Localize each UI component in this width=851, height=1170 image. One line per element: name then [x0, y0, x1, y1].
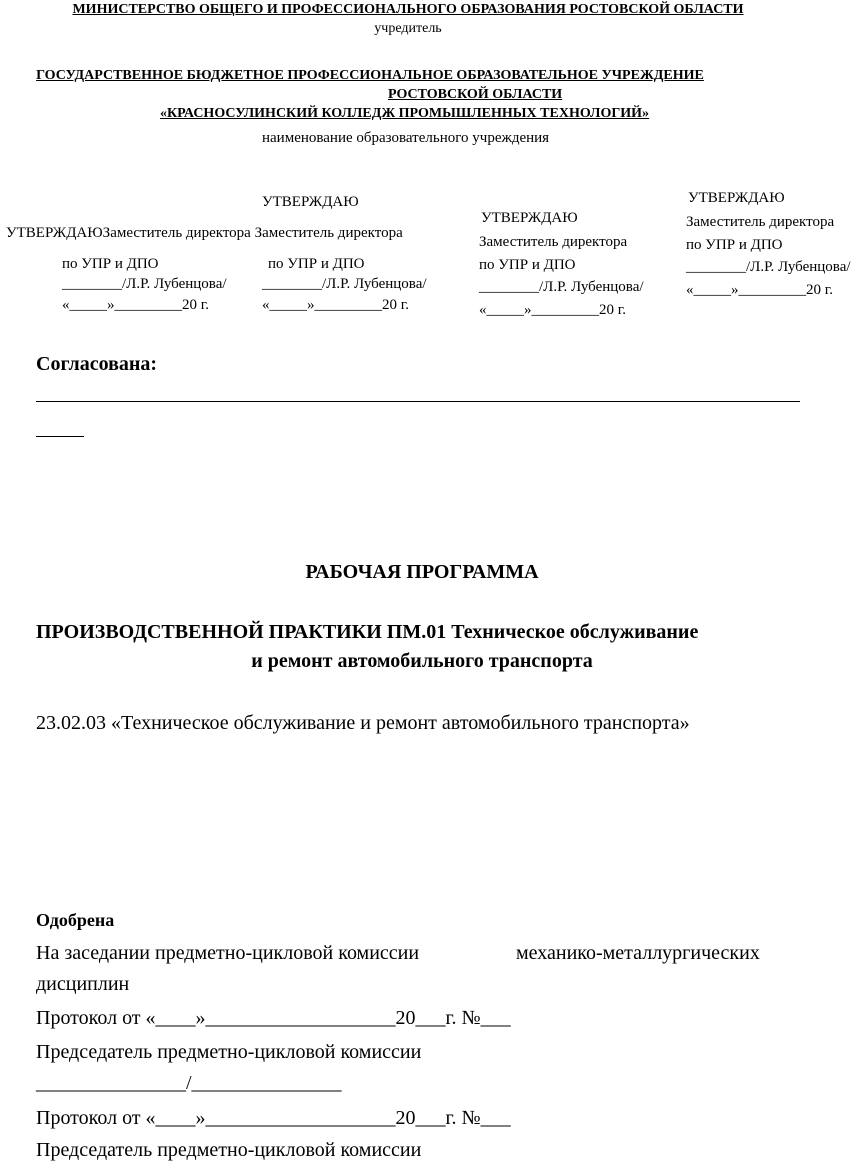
- institution-line-2: РОСТОВСКОЙ ОБЛАСТИ: [388, 87, 563, 102]
- approve-role-3: Заместитель директора: [686, 214, 835, 230]
- approve-date-2: «_____»_________20 г.: [479, 302, 626, 318]
- signature-line: _______________/_______________: [36, 1072, 342, 1094]
- institution-line-1: ГОСУДАРСТВЕННОЕ БЮДЖЕТНОЕ ПРОФЕССИОНАЛЬНОЕ ОБРАЗОВАТЕЛЬНОЕ УЧРЕЖДЕНИЕ: [36, 68, 704, 83]
- approve-dept-3: по УПР и ДПО: [686, 237, 783, 253]
- approve-dept-1b: по УПР и ДПО: [268, 256, 365, 272]
- endorsed-line-1-left: На заседании предметно-цикловой комиссии: [36, 942, 420, 964]
- approve-line-1: УТВЕРЖДАЮЗаместитель директора Заместитель директора: [6, 225, 403, 241]
- approve-title-1: УТВЕРЖДАЮ: [262, 194, 359, 210]
- chair-line-1: Председатель предметно-цикловой комиссии: [36, 1041, 422, 1063]
- approve-date-3: «_____»_________20 г.: [686, 282, 833, 298]
- agreed-label: Согласована:: [36, 353, 158, 375]
- approve-dept-1a: по УПР и ДПО: [62, 256, 159, 272]
- approve-title-2: УТВЕРЖДАЮ: [481, 210, 578, 226]
- protocol-line-2: Протокол от «____»___________________20___г. №___: [36, 1107, 511, 1129]
- approve-role-2: Заместитель директора: [479, 234, 628, 250]
- program-subtitle-2: и ремонт автомобильного транспорта: [251, 650, 593, 672]
- approve-dept-2: по УПР и ДПО: [479, 257, 576, 273]
- program-specialty: 23.02.03 «Техническое обслуживание и ремонт автомобильного транспорта»: [36, 712, 690, 734]
- agreed-line-1: [36, 401, 800, 402]
- approve-block-3: [686, 190, 851, 310]
- institution-line-3: «КРАСНОСУЛИНСКИЙ КОЛЛЕДЖ ПРОМЫШЛЕННЫХ ТЕХНОЛОГИЙ»: [160, 106, 650, 121]
- approve-sign-2: ________/Л.Р. Лубенцова/: [479, 279, 644, 295]
- protocol-line-1: Протокол от «____»___________________20___г. №___: [36, 1007, 511, 1029]
- approve-title-3: УТВЕРЖДАЮ: [688, 190, 785, 206]
- approve-date-1a: «_____»_________20 г.: [62, 297, 209, 313]
- approve-date-1b: «_____»_________20 г.: [262, 297, 409, 313]
- approve-sign-3: ________/Л.Р. Лубенцова/: [686, 259, 851, 275]
- approve-sign-1b: ________/Л.Р. Лубенцова/: [262, 276, 427, 292]
- institution-caption: наименование образовательного учреждения: [262, 130, 550, 146]
- program-title: РАБОЧАЯ ПРОГРАММА: [305, 561, 539, 583]
- endorsed-line-1-right: механико-металлургических: [516, 942, 760, 964]
- endorsed-label: Одобрена: [36, 910, 115, 930]
- agreed-line-2: [36, 436, 84, 437]
- chair-line-2: Председатель предметно-цикловой комиссии: [36, 1139, 422, 1161]
- ministry-title: МИНИСТЕРСТВО ОБЩЕГО И ПРОФЕССИОНАЛЬНОГО ОБРАЗОВАНИЯ РОСТОВСКОЙ ОБЛАСТИ: [72, 2, 744, 17]
- approve-sign-1a: ________/Л.Р. Лубенцова/: [62, 276, 227, 292]
- program-subtitle-1: ПРОИЗВОДСТВЕННОЙ ПРАКТИКИ ПМ.01 Техническое обслуживание: [36, 621, 699, 643]
- founder-caption: учредитель: [374, 21, 442, 36]
- endorsed-line-2: дисциплин: [36, 973, 130, 995]
